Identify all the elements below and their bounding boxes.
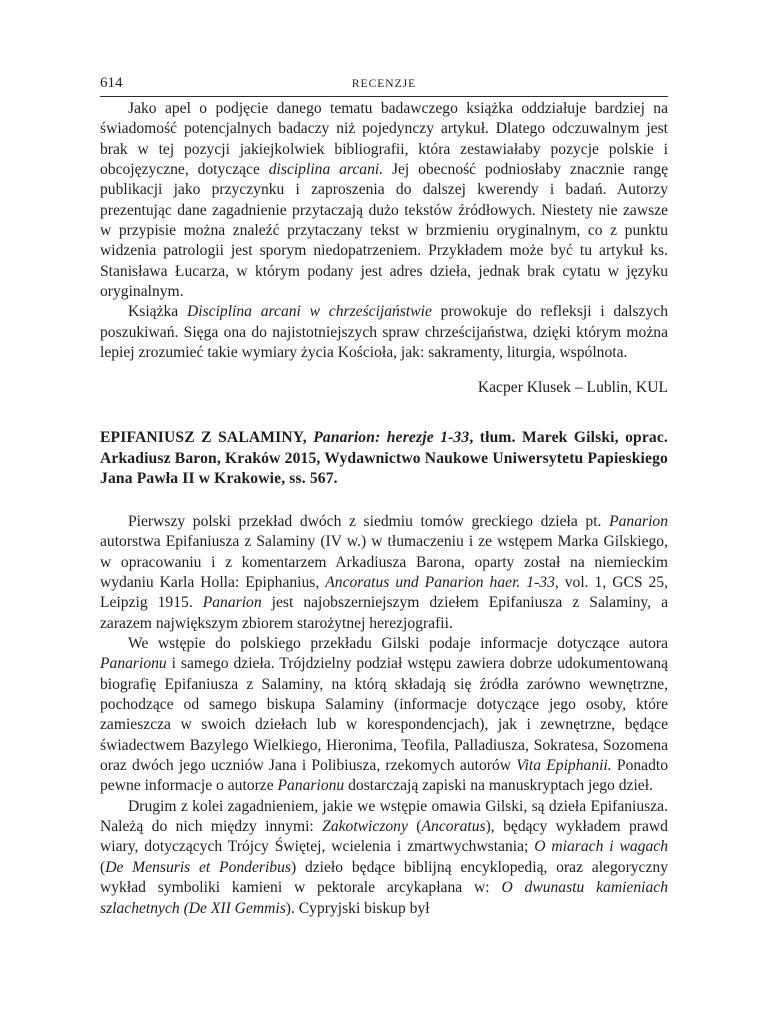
italic-segment: Ancoratus <box>421 818 486 836</box>
italic-segment: Zakotwiczony <box>322 818 408 836</box>
text-segment: Książka <box>128 303 187 321</box>
heading-segment: EPIFANIUSZ Z SALAMINY, <box>100 429 314 447</box>
italic-segment: Panarionu <box>100 655 167 673</box>
page-number: 614 <box>100 75 123 91</box>
review-2-body <box>100 512 668 919</box>
text-segment: i samego dzieła. Trójdzielny podział wstępu zawiera dobrze udokumentowaną biografię Epifaniusza z Salaminy, na którą składają się źródła zarówno wewnętrzne, pochodzące od samego biskupa Salaminy (informacje dotyczące jego osoby, które zamieszcza w swoich dziełach lub w korespondencjach), jak i zewnętrzne, będące świadectwem Bazylego Wielkiego, Hieronima, Teofila, Palladiusza, Sokratesa, Sozomena oraz dwóch jego uczniów Jana i Polibiusza, rzekomych autorów <box>100 655 668 775</box>
text-segment: Pierwszy polski przekład dwóch z siedmiu tomów greckiego dzieła pt. <box>128 512 610 530</box>
heading-segment: , tłum. Marek Gilski, oprac. Arkadiusz Baron, Kraków 2015, Wydawnictwo Naukowe Uniwersytetu Papieskiego Jana Pawła II w Krakowie, ss. 567. <box>100 429 668 488</box>
paragraph <box>100 512 668 634</box>
review-1-body <box>100 99 668 363</box>
text-segment: ). Cypryjski biskup był <box>285 899 430 917</box>
italic-segment: Panarion <box>202 594 262 612</box>
text-segment: ( <box>100 858 106 876</box>
text-segment: Jako apel o podjęcie danego tematu badawczego książka oddziałuje bardziej na świadomość potencjalnych badaczy niż pojedynczy artykuł. Dlatego odczuwalnym jest brak w tej pozycji jakiejkolwiek bibliografii, która zestawiałaby pozycje polskie i obcojęzyczne, dotyczące <box>100 100 668 179</box>
paragraph <box>100 302 668 363</box>
heading-italic-segment: Panarion: herezje 1-33 <box>313 429 470 447</box>
text-segment: ) dzieło będące biblijną encyklopedią, oraz alegoryczny wykład symboliki kamieni w pektorale arcykapłana w: <box>100 858 668 897</box>
italic-segment: Disciplina arcani w chrześcijaństwie <box>187 303 432 321</box>
text-segment: jest najobszerniejszym dziełem Epifaniusza z Salaminy, a zarazem największym zbiorem starożytnej herezjografii. <box>100 594 668 632</box>
paragraph <box>100 797 668 919</box>
text-segment: autorstwa Epifaniusza z Salaminy (IV w.) w tłumaczeniu i ze wstępem Marka Gilskiego, w opracowaniu i z komentarzem Arkadiusza Barona, oparty został na niemieckim wydaniu Karla Holla: Epiphanius, <box>100 533 668 591</box>
paragraph <box>100 99 668 302</box>
italic-segment: Ancoratus und Panarion haer. 1-33 <box>325 574 555 591</box>
italic-segment: O dwunastu kamieniach szlachetnych (De XII Gemmis <box>100 879 668 917</box>
italic-segment: Panarionu <box>277 777 345 795</box>
page-header <box>100 72 668 97</box>
document-page <box>100 72 668 919</box>
italic-segment: De Mensuris et Ponderibus <box>105 858 291 876</box>
italic-segment: disciplina arcani. <box>268 161 384 179</box>
text-segment: Ponadto pewne informacje o autorze <box>100 757 669 795</box>
italic-segment: O miarach i wagach <box>534 838 668 856</box>
text-segment: ( <box>407 818 422 836</box>
text-segment: Drugim z kolei zagadnieniem, jakie we wstępie omawia Gilski, są dzieła Epifaniusza. Należą do nich między innymi: <box>100 797 668 836</box>
reviewer-signature: Kacper Klusek – Lublin, KUL <box>477 379 668 397</box>
paragraph <box>100 634 668 797</box>
text-segment: prowokuje do refleksji i dalszych poszukiwań. Sięga ona do najistotniejszych spraw chrześcijaństwa, dzięki którym można lepiej zrozumieć takie wymiary życia Kościoła, jak: sakramenty, liturgia, wspólnota. <box>100 303 668 362</box>
text-segment: , vol. 1, GCS 25, Leipzig 1915. <box>100 574 668 612</box>
text-segment: ), będący wykładem prawd wiary, dotyczących Trójcy Świętej, wcielenia i zmartwychwstania; <box>100 818 668 856</box>
text-segment: Jej obecność podniosłaby znacznie rangę publikacji jako przyczynku i zaproszenia do dalszej kwerendy i badań. Autorzy prezentując dane zagadnienie przytaczają dużo tekstów źródłowych. Niestety nie zawsze w przypisie można znaleźć przytaczany tekst w brzmieniu oryginalnym, co z punktu widzenia patrologii jest sporym niedopatrzeniem. Przykładem może być tu artykuł ks. Stanisława Łucarza, w którym podany jest adres dzieła, jednak brak cytatu w języku oryginalnym. <box>100 161 668 301</box>
running-head: RECENZJE <box>351 78 417 90</box>
italic-segment: Panarion <box>609 512 668 530</box>
text-segment: dostarczają zapiski na manuskryptach jego dzieł. <box>344 777 653 795</box>
review-heading <box>100 428 668 490</box>
italic-segment: Vita Epiphanii. <box>516 757 612 775</box>
text-segment: We wstępie do polskiego przekładu Gilski podaje informacje dotyczące autora <box>128 635 668 653</box>
